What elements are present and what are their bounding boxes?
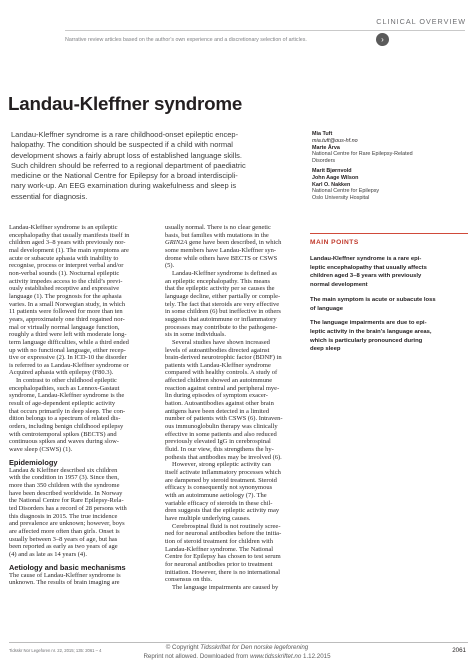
body-text-line: itself activate inflammatory processes which [165, 469, 281, 476]
body-text-line: term language difficulties, while a third ended [9, 338, 129, 346]
body-text-line: pothesis that antibodies may be involved (6). [165, 453, 282, 461]
body-text-line: years, approximately one third regained nor- [9, 315, 125, 323]
main-point-line: deep sleep [310, 346, 341, 353]
author-name: John Aage Wilson [312, 174, 359, 181]
body-text-line: Cerebrospinal fluid is not routinely scree- [172, 522, 281, 530]
author-affiliation: Oslo University Hospital [312, 195, 370, 202]
body-text-line: Landau-Kleffner syndrome is defined as [172, 269, 277, 277]
body-text-line: have multiple underlying causes. [165, 514, 251, 522]
body-text-line: dition belongs to a spectrum of related dis- [9, 415, 121, 423]
body-text-line: are affected more often than girls. Onset is [9, 527, 120, 535]
body-text-line: acute or subacute aphasia with inability to [9, 254, 119, 262]
body-text-line: wave sleep (CSWS) (1). [9, 446, 73, 454]
body-text-line: encephalopathy that usually manifests itself in [9, 231, 130, 239]
main-point-line: leptic encephalopathy that usually affects [310, 264, 427, 271]
body-text-line: basis, but families with mutations in the [165, 231, 269, 239]
main-point-line: Landau-Kleffner syndrome is a rare epi- [310, 256, 422, 262]
main-point-line: normal development [310, 282, 368, 289]
copyright-notice [0, 644, 474, 651]
body-text-line: up with no functional language, either recep- [9, 346, 126, 354]
section-heading: Aetiology and basic mechanisms [9, 562, 126, 572]
body-text-line: with an autoimmune aetiology (7). The [165, 491, 267, 499]
main-points-divider [310, 233, 468, 234]
body-text-line: ously established receptive and expressive [9, 285, 120, 293]
body-text-line: Acquired aphasia with epilepsy (F80.3). [9, 369, 114, 377]
body-text-line: consensus on this. [165, 576, 213, 584]
body-text-line: is referred to as Landau-Kleffner syndrome or [9, 361, 129, 369]
section-heading: Epidemiology [9, 457, 58, 467]
main-point-line: of language [310, 305, 344, 312]
body-text-line: tive or expressive (2). In ICD-10 the disorder [9, 354, 127, 362]
footer-divider [9, 642, 468, 643]
article-title: Landau-Kleffner syndrome [8, 93, 243, 114]
body-text-line: varies. In a small Norwegian study, in which [9, 300, 126, 308]
body-text-line: result of age-dependent epileptic activity [9, 400, 116, 408]
author-name: Marit Bjørnvold [312, 167, 352, 174]
body-text-line: Landau-Kleffner syndrome. The National [165, 545, 274, 553]
body-text-line: Landau-Kleffner syndrome is an epileptic [9, 224, 118, 231]
body-text-line: levels of autoantibodies directed against [165, 346, 270, 354]
main-point-line: which is particularly pronounced during [310, 337, 423, 344]
body-text-line: In contrast to other childhood epileptic [16, 377, 117, 385]
reprint-notice [0, 653, 474, 660]
body-text-line: fluid. In our view, this strengthens the hy- [165, 446, 274, 454]
body-text-line: efficacy is consequently not synonymous [165, 484, 273, 492]
gene-name: GRIN2A [165, 239, 188, 247]
body-text-line: for neuronal antibodies prior to treatment [165, 560, 273, 568]
author-name: Karl O. Nakken [312, 181, 351, 188]
copyright-prefix: © Copyright [165, 644, 201, 651]
lead-line: Landau-Kleffner syndrome is a rare childhood-onset epileptic encep- [11, 130, 239, 139]
body-text-line: The language impairments are caused by [172, 583, 279, 591]
body-text-line: mal development (1). The main symptoms are [9, 246, 129, 254]
author-name: Marte Årva [312, 144, 340, 151]
body-text-line: language decline, either partially or comple- [165, 292, 281, 300]
body-text-line: reaction against central and peripheral mye- [165, 384, 280, 392]
body-text-line: the National Centre for Rare Epilepsy-Rela- [9, 497, 124, 505]
main-point-line: The main symptom is acute or subacute loss [310, 296, 436, 303]
body-text-line: Centre for Epilepsy has chosen to test serum [165, 553, 281, 561]
body-text-line: brain-derived neurotrophic factor (BDNF) in [165, 354, 282, 362]
body-text-line: continuous spikes and waves during slow- [9, 438, 119, 446]
lead-line: Such children should be referred to a regional department of paediatric [11, 160, 246, 170]
body-column-middle [165, 224, 306, 592]
body-text-line: been reported as early as two years of age [9, 543, 118, 551]
body-text-line: sis in some individuals. [165, 331, 227, 339]
body-text-line: (4) and as late as 14 years (4). [9, 550, 87, 558]
body-text-line: lin during episodes of symptom exacer- [165, 392, 268, 400]
body-text-line: processes may contribute to the pathogene- [165, 323, 278, 331]
main-point-line: children aged 3–8 years with previously [310, 273, 422, 280]
reprint-prefix: Reprint not allowed. Downloaded from [143, 653, 251, 660]
body-text-line: ous immunoglobulin therapy was clinically [165, 423, 278, 431]
body-text-line: an epileptic encephalopathy. This means [165, 277, 271, 285]
body-text-line: Several studies have shown increased [172, 338, 270, 346]
body-text-line: drome while others have BECTS or CSWS [165, 254, 278, 262]
body-text-line: suggests that autoimmune or inflammatory [165, 315, 277, 323]
body-text-line: usually between 3–8 years of age, but has [9, 535, 118, 543]
body-text-line: tion of steroid treatment for children with [165, 537, 273, 545]
header-divider [65, 30, 465, 31]
body-text-line: are dampened by steroid treatment. Steroid [165, 476, 277, 484]
lead-line: nary work-up. An EEG examination during wakefulness and sleep is [11, 181, 237, 191]
main-point-line: leptic activity in the brain’s language areas, [310, 328, 432, 335]
body-text-line: activity impedes access to the child’s previ- [9, 277, 123, 285]
body-text-line: dren suggests that the epileptic activity may [165, 507, 280, 515]
body-text-line: antigens have been detected in a limited [165, 407, 269, 415]
author-name: Mia Tuft [312, 131, 333, 137]
body-text-line: roughly a third were left with moderate long- [9, 331, 127, 339]
author-spacer [312, 202, 472, 205]
main-point-spacer [310, 354, 470, 360]
section-label: CLINICAL OVERVIEW [376, 17, 466, 26]
body-text-line: mal or virtually normal language function, [9, 323, 120, 331]
body-text-line: number of patients with CSWS (6). Intraven- [165, 415, 283, 423]
body-text-line: affected children showed an autoimmune [165, 377, 273, 385]
body-text-line: with centrotemporal spikes (BECTS) and [9, 430, 117, 438]
article-type-note: Narrative review articles based on the author’s own experience and a discretionary selection of articles. [65, 37, 307, 43]
journal-citation: Tidsskr Nor Legeforen nr. 22, 2015; 135: 2061 – 4 [9, 648, 102, 653]
body-text-line: and prevalence are unknown; however, boys [9, 520, 125, 528]
body-text-line: patients with Landau-Kleffner syndrome [165, 361, 271, 369]
author-affiliation: Disorders [312, 158, 336, 165]
body-text-line: variable efficacy of steroids in these chil- [165, 499, 273, 507]
body-text-line: this diagnosis in 2015. The true incidence [9, 512, 118, 520]
lead-line: development shows a fairly abrupt loss of established language skills. [11, 150, 242, 160]
body-text-line: non-verbal sounds (1). Nocturnal epileptic [9, 269, 120, 277]
lead-line: medicine or the National Centre for Epilepsy for a broad interdiscipli- [11, 171, 238, 181]
body-text-line: have been described worldwide. In Norway [9, 489, 123, 497]
body-text-line: However, strong epileptic activity can [172, 461, 271, 469]
body-text-line: GRIN2A gene have been described, in which [165, 239, 282, 247]
lead-line: essential for diagnosis. [11, 191, 88, 201]
body-text-line: recognise, process or interpret verbal and/or [9, 262, 124, 270]
author-affiliation: National Centre for Rare Epilepsy-Related [312, 151, 413, 158]
body-text-line: effective in some patients and also reduced [165, 430, 277, 438]
reprint-url[interactable]: www.tidsskriftet.no [250, 653, 302, 660]
author-block [312, 131, 472, 205]
body-text-line: with the condition in 1957 (3). Since then, [9, 474, 119, 482]
body-text-line: previously elevated IgG in cerebrospinal [165, 438, 271, 446]
body-text-line: usually normal. There is no clear genetic [165, 224, 271, 231]
body-text-line: ned for neuronal antibodies before the initia- [165, 530, 282, 538]
body-text-line: that the epileptic activity per se causes the [165, 285, 275, 293]
body-text-line: Landau & Kleffner described six children [9, 466, 118, 474]
body-text-line: (5). [165, 262, 175, 270]
copyright-journal: Tidsskriftet for Den norske legeforening [200, 644, 309, 651]
body-text-line: children aged 3–8 years with previously nor- [9, 239, 126, 247]
body-text-line: compared with healthy controls. A study of [165, 369, 278, 377]
body-text-line: tely. The fact that steroids are very effective [165, 300, 280, 308]
body-text-line: encephalopathies, such as Lennox-Gastaut [9, 384, 120, 392]
page-number: 2061 [452, 647, 466, 654]
body-text-line: initiation. However, there is no international [165, 568, 281, 576]
body-text-line: that occurs primarily in deep sleep. The con- [9, 407, 126, 415]
body-text-line: 11 patients were followed for more than ten [9, 308, 123, 316]
body-text-line: unknown. The results of brain imaging are [9, 579, 120, 587]
body-text-line: The cause of Landau-Kleffner syndrome is [9, 571, 121, 579]
lead-paragraph [11, 130, 301, 202]
body-text-line: orders, including benign childhood epilepsy [9, 423, 124, 431]
chevron-right-icon[interactable]: › [376, 33, 389, 46]
body-text-line: some members have Landau-Kleffner syn- [165, 246, 277, 254]
body-column-left [9, 224, 150, 587]
main-point-line: The language impairments are due to epi- [310, 320, 427, 327]
main-points-title: MAIN POINTS [310, 239, 359, 246]
main-points-list [310, 255, 470, 360]
body-text-line: language (1). The prognosis for the aphasia [9, 292, 122, 300]
author-affiliation: National Centre for Epilepsy [312, 188, 380, 195]
body-text-line: bation. Autoantibodies against other brain [165, 400, 274, 408]
reprint-date: 1.12.2015 [301, 653, 331, 660]
body-text-line: more than 350 children with the syndrome [9, 482, 120, 489]
body-text-line: syndrome, Landau-Kleffner syndrome is the [9, 392, 125, 400]
body-text-line: ted Disorders has a record of 28 persons with [9, 504, 127, 512]
body-text-line: in some children (6) but ineffective in others [165, 308, 281, 316]
lead-line: halopathy. The condition should be suspected if a child with normal [11, 140, 233, 150]
author-email: mia.tuft@ous-hf.no [312, 137, 358, 144]
